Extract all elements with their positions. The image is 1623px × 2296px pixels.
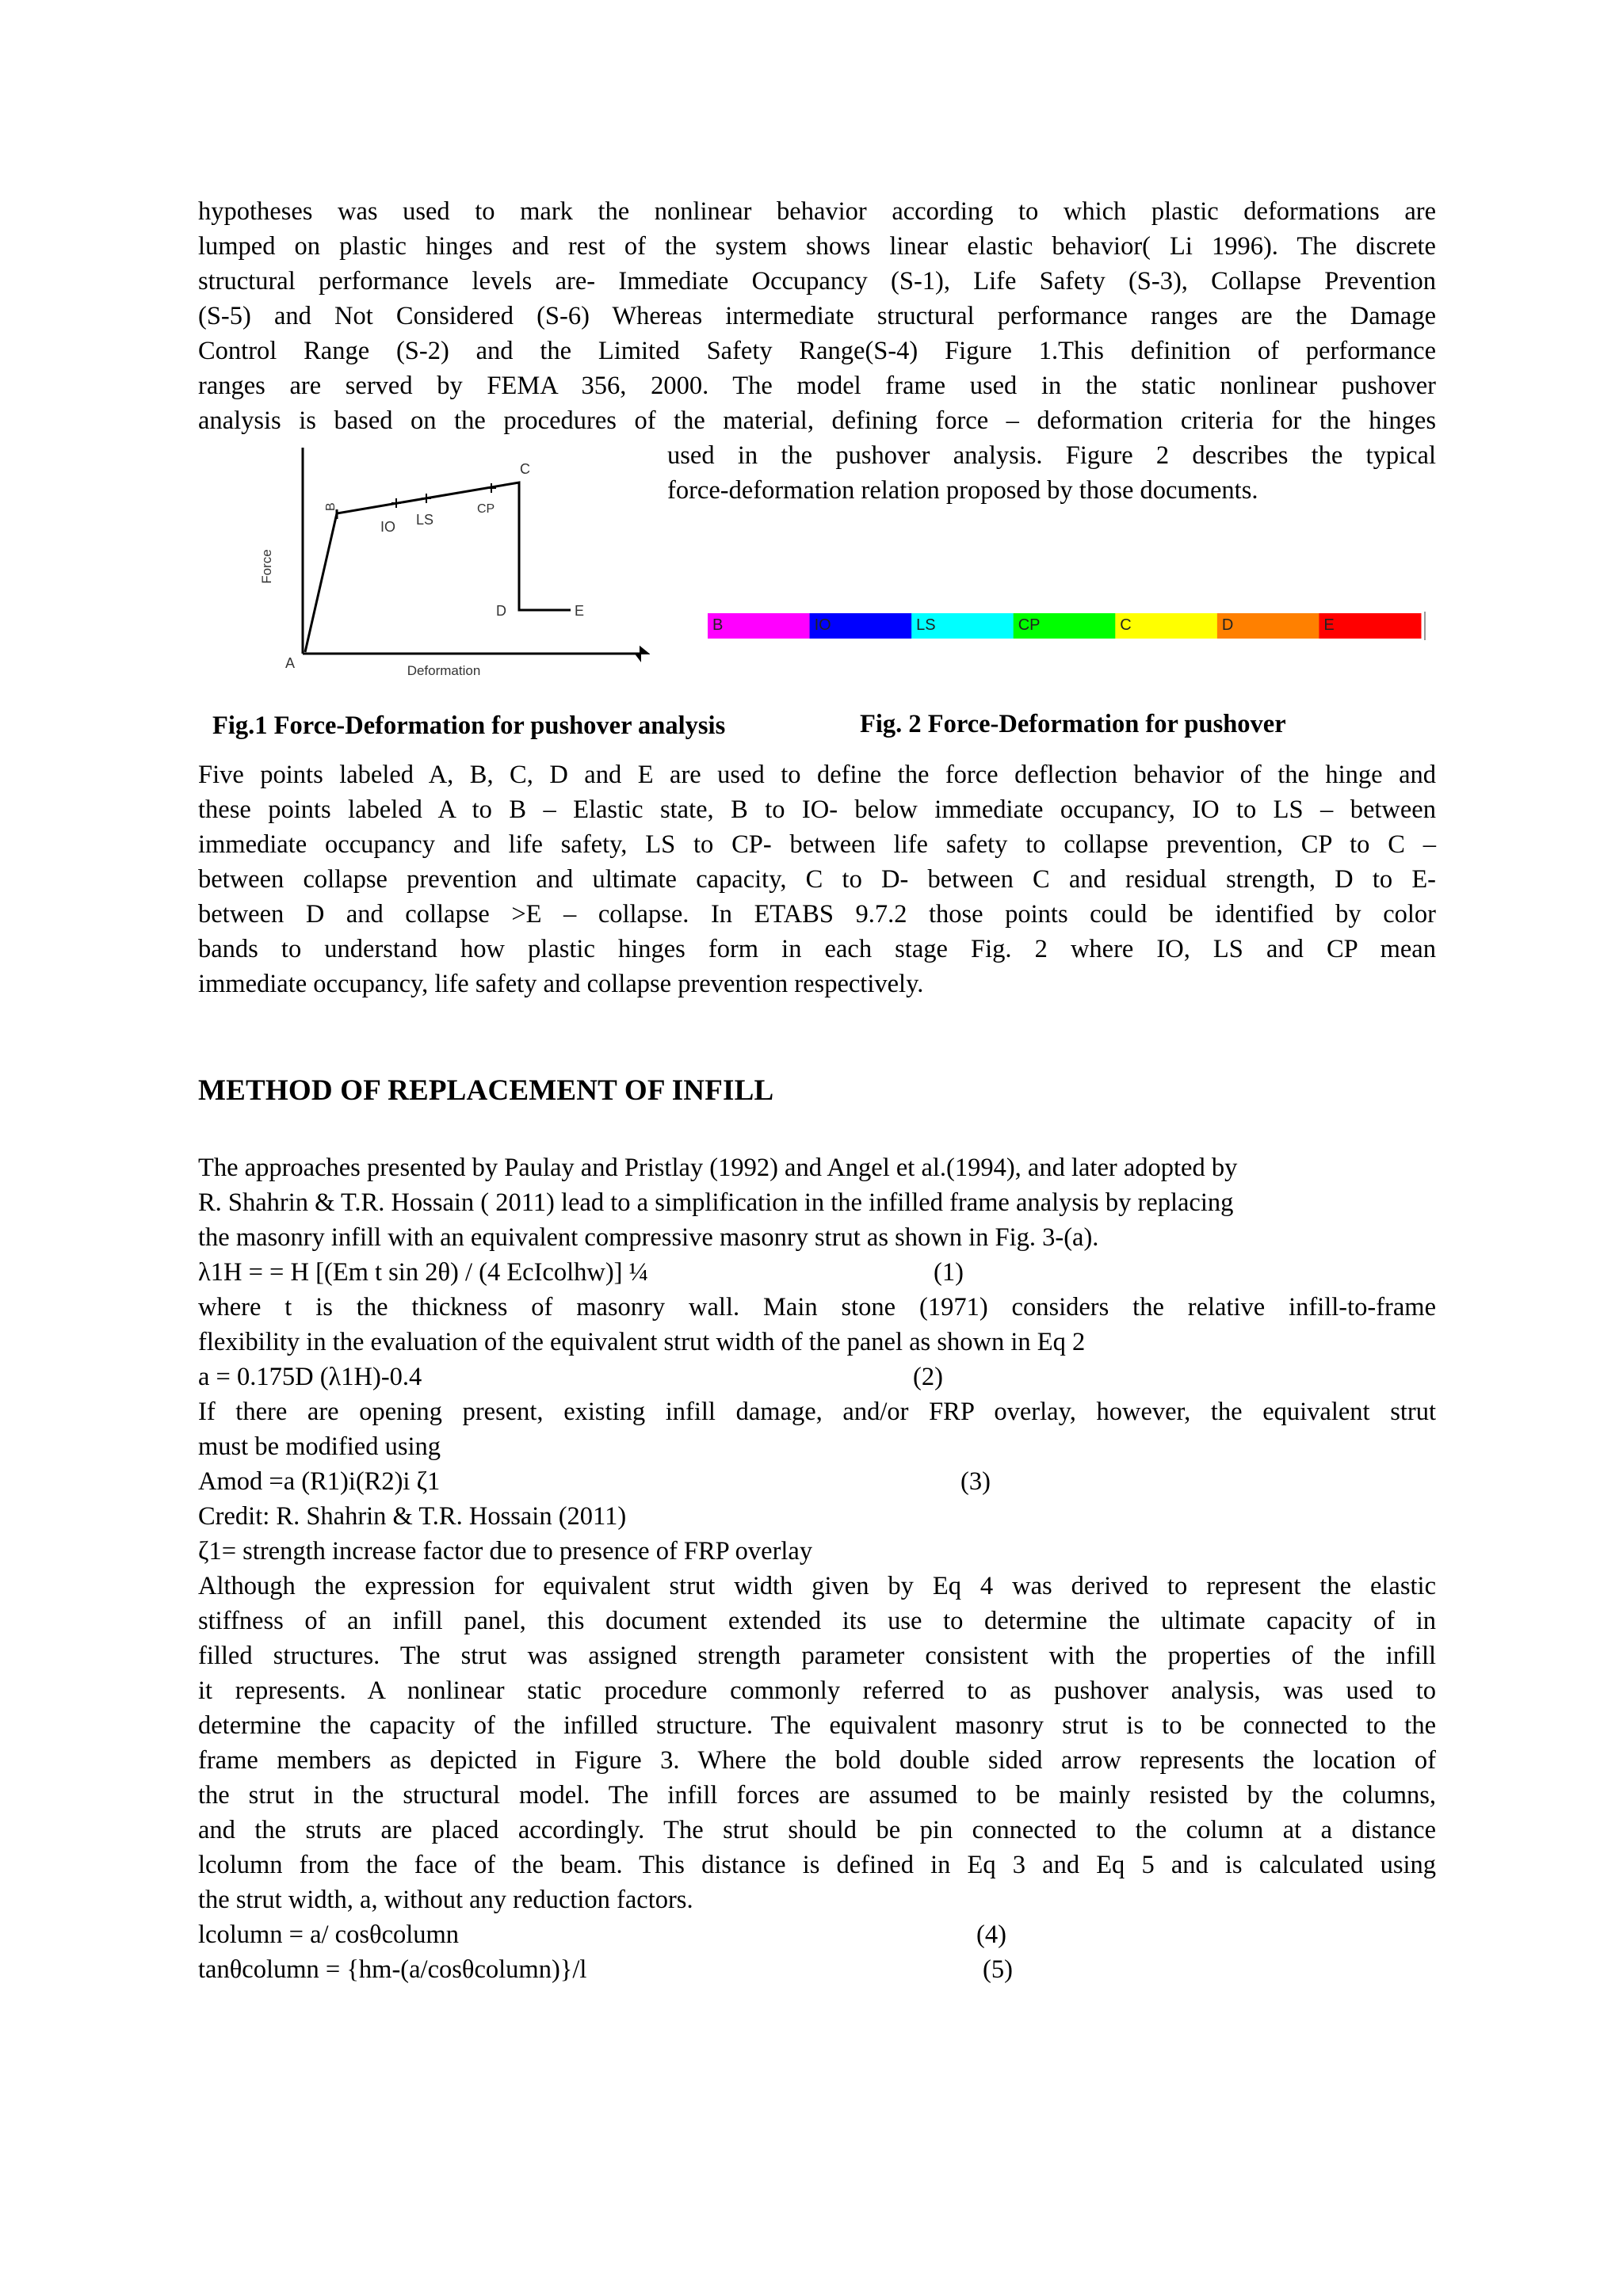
text-line: it represents. A nonlinear static procedure commonly referred to as pushover analysis, was used to [198, 1676, 1436, 1705]
equation-5: tanθcolumn = {hm-(a/cosθcolumn)}/l [198, 1955, 587, 1984]
text-line: The approaches presented by Paulay and Pristlay (1992) and Angel et al.(1994), and later adopted by [198, 1154, 1238, 1182]
figure-1-caption: Fig.1 Force-Deformation for pushover analysis [212, 711, 726, 740]
text-line: bands to understand how plastic hinges form in each stage Fig. 2 where IO, LS and CP mean [198, 935, 1436, 963]
text-line: between D and collapse >E – collapse. In ETABS 9.7.2 those points could be identified by color [198, 900, 1436, 929]
paragraph-hinge-points [198, 757, 1436, 1001]
color-band-segment-e [1319, 613, 1421, 639]
figure-2-color-band [708, 610, 1437, 642]
equation-2-number: (2) [913, 1363, 943, 1391]
force-deformation-curve [305, 482, 571, 652]
point-label-c: C [520, 461, 530, 477]
equation-4: lcolumn = a/ cosθcolumn [198, 1920, 460, 1949]
point-label-io: IO [380, 519, 396, 535]
text-line: R. Shahrin & T.R. Hossain ( 2011) lead to a simplification in the infilled frame analysis by replacing [198, 1188, 1234, 1217]
text-line: flexibility in the evaluation of the equivalent strut width of the panel as shown in Eq 2 [198, 1328, 1086, 1356]
zeta-definition: ζ1= strength increase factor due to presence of FRP overlay [198, 1537, 813, 1566]
point-label-e: E [575, 603, 585, 619]
equation-2: a = 0.175D (λ1H)-0.4 [198, 1363, 422, 1391]
text-line: filled structures. The strut was assigned strength parameter consistent with the properties of the infill [198, 1642, 1436, 1670]
text-line: immediate occupancy, life safety and collapse prevention respectively. [198, 970, 924, 998]
text-line: If there are opening present, existing infill damage, and/or FRP overlay, however, the equivalent strut [198, 1398, 1436, 1426]
y-axis-label: Force [259, 549, 274, 584]
point-label-d: D [496, 603, 506, 619]
paragraph-mainstone [198, 1290, 1436, 1360]
color-band-segment-b [708, 613, 810, 639]
credit-line: Credit: R. Shahrin & T.R. Hossain (2011) [198, 1502, 627, 1531]
point-label-b: B [324, 502, 338, 511]
figure-1-force-deformation-curve [254, 440, 650, 681]
x-axis-label: Deformation [407, 663, 481, 678]
color-band-label-ls: LS [916, 616, 936, 634]
paragraph-modification [198, 1394, 1436, 1464]
equation-3-number: (3) [960, 1467, 991, 1496]
color-band-label-d: D [1221, 616, 1234, 634]
text-line: lumped on plastic hinges and rest of the system shows linear elastic behavior( Li 1996). The discrete [198, 232, 1436, 261]
text-line: must be modified using [198, 1432, 441, 1461]
text-line: the strut in the structural model. The infill forces are assumed to be mainly resisted by the columns, [198, 1781, 1436, 1810]
color-band-segments [708, 613, 1422, 639]
figure-2-caption: Fig. 2 Force-Deformation for pushover [860, 710, 1286, 738]
text-line: immediate occupancy and life safety, LS to CP- between life safety to collapse prevention, CP to C – [198, 830, 1436, 859]
text-line: and the struts are placed accordingly. The strut should be pin connected to the column at a distance [198, 1816, 1436, 1844]
color-band-label-c: C [1120, 616, 1132, 634]
text-line: the strut width, a, without any reduction factors. [198, 1886, 693, 1914]
paragraph-plastic-hinge [198, 194, 1436, 438]
text-line: used in the pushover analysis. Figure 2 describes the typical [667, 441, 1436, 470]
text-line: stiffness of an infill panel, this document extended its use to determine the ultimate capacity of in [198, 1607, 1436, 1635]
text-line: determine the capacity of the infilled structure. The equivalent masonry strut is to be connected to the [198, 1711, 1436, 1740]
text-line: frame members as depicted in Figure 3. Where the bold double sided arrow represents the location of [198, 1746, 1436, 1775]
text-line: between collapse prevention and ultimate capacity, C to D- between C and residual strength, D to E- [198, 865, 1436, 894]
point-label-cp: CP [477, 502, 495, 516]
text-line: the masonry infill with an equivalent compressive masonry strut as shown in Fig. 3-(a). [198, 1223, 1099, 1252]
text-line: Although the expression for equivalent strut width given by Eq 4 was derived to represent the elastic [198, 1572, 1436, 1600]
color-band-label-e: E [1323, 616, 1335, 634]
text-line: ranges are served by FEMA 356, 2000. The model frame used in the static nonlinear pushover [198, 372, 1436, 400]
paragraph-plastic-hinge-continued [667, 438, 1436, 508]
text-line: Five points labeled A, B, C, D and E are used to define the force deflection behavior of the hinge and [198, 761, 1436, 789]
equation-1: λ1H = = H [(Em t sin 2θ) / (4 EcIcolhw)] ¼ [198, 1258, 649, 1287]
point-label-a: A [285, 655, 296, 671]
equation-5-number: (5) [983, 1955, 1013, 1984]
paragraph-strut-width [198, 1569, 1436, 1917]
text-line: hypotheses was used to mark the nonlinear behavior according to which plastic deformations are [198, 197, 1436, 226]
color-band-label-io: IO [814, 616, 831, 634]
text-line: lcolumn from the face of the beam. This distance is defined in Eq 3 and Eq 5 and is calculated using [198, 1851, 1436, 1879]
text-line: force-deformation relation proposed by those documents. [667, 476, 1258, 505]
paragraph-approaches [198, 1150, 1436, 1255]
text-line: where t is the thickness of masonry wall. Main stone (1971) considers the relative infill-to-frame [198, 1293, 1436, 1322]
text-line: Control Range (S-2) and the Limited Safety Range(S-4) Figure 1.This definition of performance [198, 337, 1436, 365]
x-axis-arrow [636, 647, 648, 660]
section-heading: METHOD OF REPLACEMENT OF INFILL [198, 1074, 774, 1107]
text-line: (S-5) and Not Considered (S-6) Whereas intermediate structural performance ranges are the Damage [198, 302, 1436, 330]
equation-4-number: (4) [976, 1920, 1006, 1949]
text-line: analysis is based on the procedures of the material, defining force – deformation criteria for the hinges [198, 406, 1436, 435]
text-line: these points labeled A to B – Elastic state, B to IO- below immediate occupancy, IO to LS – between [198, 795, 1436, 824]
color-band-label-b: B [712, 616, 724, 634]
color-band-label-cp: CP [1018, 616, 1041, 634]
point-label-ls: LS [416, 512, 434, 528]
text-line: structural performance levels are- Immediate Occupancy (S-1), Life Safety (S-3), Collapse Prevention [198, 267, 1436, 296]
equation-3: Amod =a (R1)i(R2)i ζ1 [198, 1467, 441, 1496]
equation-1-number: (1) [934, 1258, 964, 1287]
